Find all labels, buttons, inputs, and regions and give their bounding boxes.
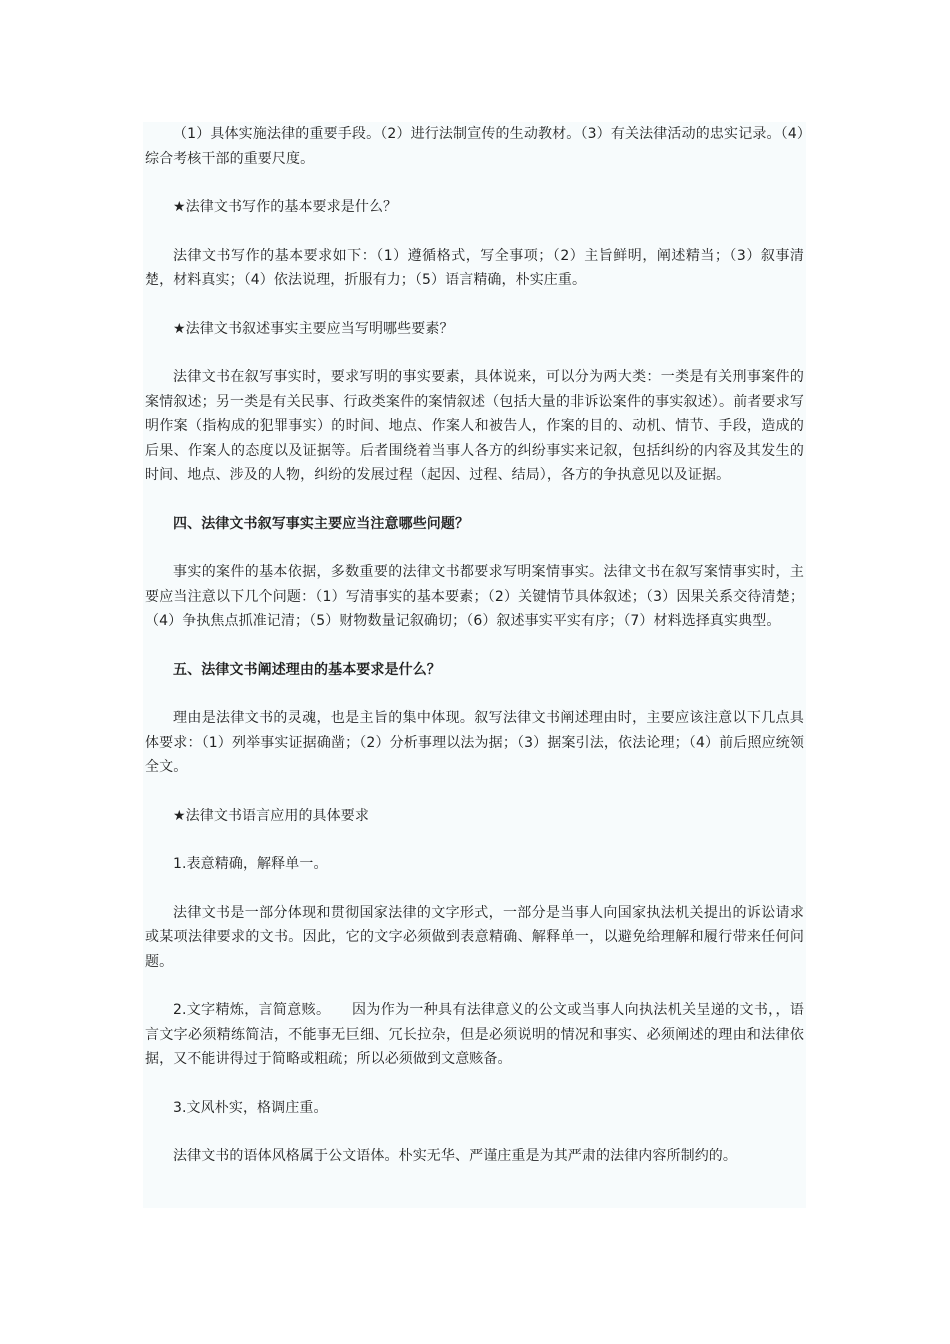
paragraph-fact-elements: 法律文书在叙写事实时，要求写明的事实要素，具体说来，可以分为两大类：一类是有关刑事案件的案情叙述；另一类是有关民事、行政类案件的案情叙述（包括大量的非诉讼案件的事实叙述）。前者要求写明作案（指构成的犯罪事实）的时间、地点、作案人和被告人，作案的目的、动机、情节、手段，造成的后果、作案人的态度以及证据等。后者围绕着当事人各方的纠纷事实来记叙，包括纠纷的内容及其发生的时间、地点、涉及的人物，纠纷的发展过程（起因、过程、结局），各方的争执意见以及证据。 <box>145 369 804 483</box>
paragraph-gap <box>145 828 804 852</box>
paragraph-gap <box>145 536 804 560</box>
paragraph-gap <box>145 1120 804 1144</box>
paragraph-gap <box>145 780 804 804</box>
paragraph-gap <box>145 171 804 195</box>
question-fact-elements: ★法律文书叙述事实主要应当写明哪些要素？ <box>173 320 454 337</box>
paragraph-gap <box>145 682 804 706</box>
paragraph-basic-requirements: 法律文书写作的基本要求如下：（1）遵循格式，写全事项；（2）主旨鲜明，阐述精当；（3）叙事清楚，材料真实；（4）依法说理，折服有力；（5）语言精确，朴实庄重。 <box>145 247 804 288</box>
heading-section-five: 五、法律文书阐述理由的基本要求是什么？ <box>173 661 441 678</box>
item-three-body: 法律文书的语体风格属于公文语体。朴实无华、严谨庄重是为其严肃的法律内容所制约的。 <box>173 1148 737 1164</box>
paragraph-gap <box>145 877 804 901</box>
paragraph-gap <box>145 634 804 658</box>
paragraph-functions: （1）具体实施法律的重要手段。（2）进行法制宣传的生动教材。（3）有关法律活动的忠实记录。（4）综合考核干部的重要尺度。 <box>145 126 804 167</box>
paragraph-gap <box>145 488 804 512</box>
item-one-heading: 1.表意精确，解释单一。 <box>173 856 328 872</box>
paragraph-fact-issues: 事实的案件的基本依据，多数重要的法律文书都要求写明案情事实。法律文书在叙写案情事实时，主要应当注意以下几个问题：（1）写清事实的基本要素；（2）关键情节具体叙述；（3）因果关系交待清楚；（4）争执焦点抓准记清；（5）财物数量记叙确切；（6）叙述事实平实有序；（7）材料选择真实典型。 <box>145 564 804 629</box>
item-three-heading: 3.文风朴实，格调庄重。 <box>173 1099 328 1116</box>
item-one-body: 法律文书是一部分体现和贯彻国家法律的文字形式，一部分是当事人向国家执法机关提出的诉讼请求或某项法律要求的文书。因此，它的文字必须做到表意精确、解释单一，以避免给理解和履行带来任何问题。 <box>145 904 804 970</box>
paragraph-gap <box>145 220 804 244</box>
question-basic-requirements: ★法律文书写作的基本要求是什么？ <box>173 199 398 215</box>
paragraph-gap <box>145 341 804 365</box>
question-language-requirements: ★法律文书语言应用的具体要求 <box>173 807 369 824</box>
paragraph-reasoning: 理由是法律文书的灵魂，也是主旨的集中体现。叙写法律文书阐述理由时，主要应该注意以下几点具体要求：（1）列举事实证据确凿；（2）分析事理以法为据；（3）据案引法，依法论理；（4）前后照应统领全文。 <box>145 710 804 775</box>
paragraph-gap <box>145 293 804 317</box>
document-body <box>143 122 806 1208</box>
heading-section-four: 四、法律文书叙写事实主要应当注意哪些问题？ <box>173 515 470 532</box>
paragraph-gap <box>145 1072 804 1096</box>
item-two-body: 2.文字精炼，言简意赅。 因为作为一种具有法律意义的公文或当事人向执法机关呈递的文书，，语言文字必须精练简洁，不能事无巨细、冗长拉杂，但是必须说明的情况和事实、必须阐述的理由和法律依据，又不能讲得过于简略或粗疏；所以必须做到文意赅备。 <box>145 1002 804 1067</box>
paragraph-gap <box>145 974 804 998</box>
